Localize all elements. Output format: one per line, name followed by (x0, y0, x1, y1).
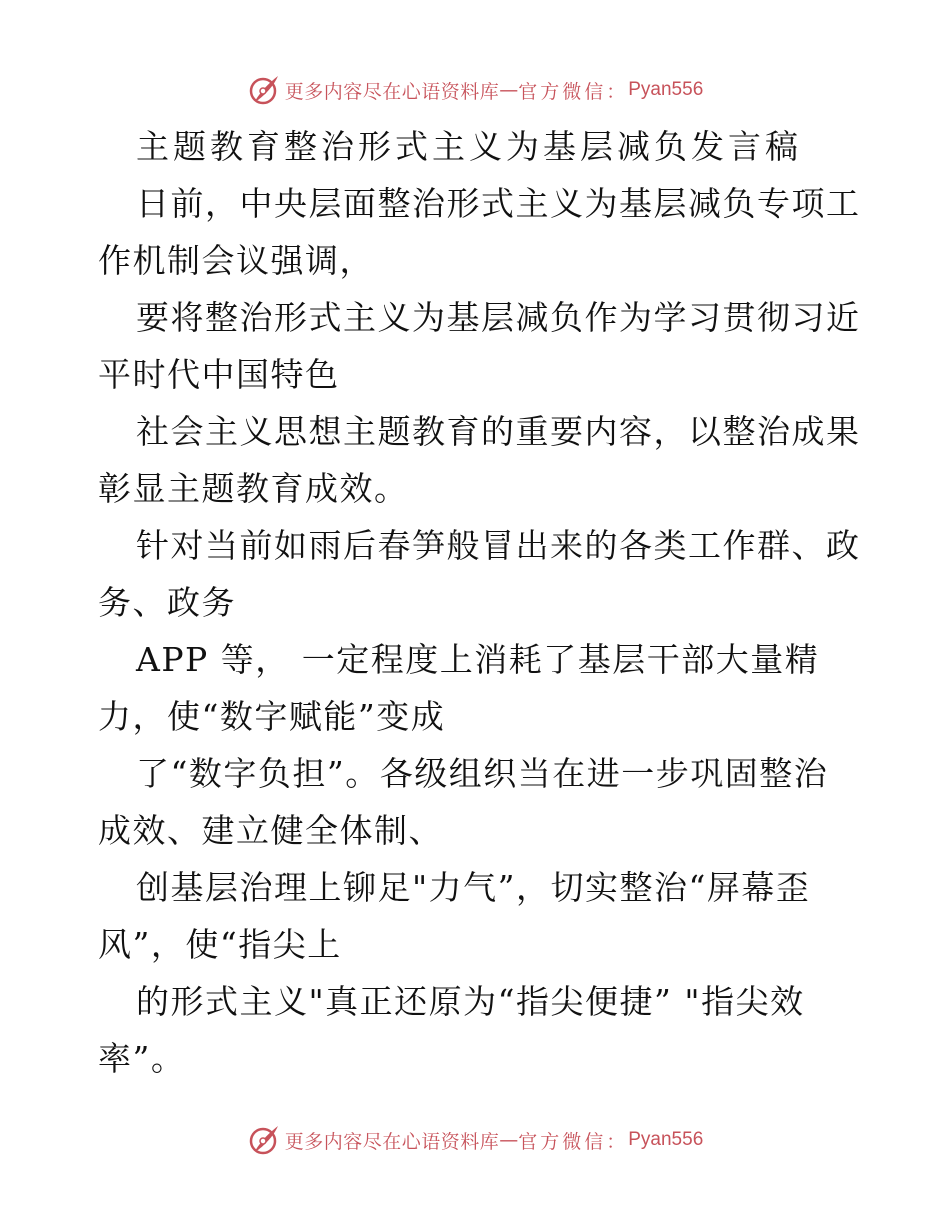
paragraph-line: 要将整治形式主义为基层减负作为学习贯彻习近 (136, 298, 861, 337)
document-title: 主题教育整治形式主义为基层减负发言稿 (136, 127, 802, 166)
paragraph-line: 成效、建立健全体制、 (98, 811, 443, 850)
paragraph-line: 率”。 (98, 1039, 186, 1078)
watermark-wechat-id: Pyan556 (628, 1129, 704, 1150)
footer-watermark (0, 1120, 950, 1160)
paragraph-line: 针对当前如雨后春笋般冒出来的各类工作群、政 (136, 526, 861, 565)
watermark-brand-text: 更多内容尽在心语资料库 (284, 80, 500, 103)
paragraph-line: 社会主义思想主题教育的重要内容，以整治成果 (136, 412, 861, 451)
paragraph-line: 作机制会议强调， (98, 241, 374, 280)
watermark-label: 官方微信： (518, 1130, 629, 1153)
paragraph-line: 力，使“数字赋能”变成 (98, 697, 446, 736)
paragraph-line: 创基层治理上铆足"力气”，切实整治“屏幕歪 (136, 868, 811, 907)
document-body (98, 118, 861, 1087)
watermark-separator: — (499, 1129, 519, 1151)
paragraph-line: 风”，使“指尖上 (98, 925, 342, 964)
paragraph-line: 彰显主题教育成效。 (98, 469, 409, 508)
paragraph-line: APP 等， 一定程度上消耗了基层干部大量精 (136, 640, 820, 679)
quill-logo-icon (247, 73, 281, 107)
paragraph-line: 了“数字负担”。各级组织当在进一步巩固整治 (136, 754, 829, 793)
watermark-brand-text: 更多内容尽在心语资料库 (284, 1130, 500, 1153)
paragraph-line: 平时代中国特色 (98, 355, 340, 394)
watermark-wechat-id: Pyan556 (628, 79, 704, 100)
watermark-separator: — (499, 79, 519, 101)
paragraph-line: 日前，中央层面整治形式主义为基层减负专项工 (136, 184, 861, 223)
paragraph-line: 务、政务 (98, 583, 236, 622)
header-watermark (0, 70, 950, 110)
quill-logo-icon (247, 1123, 281, 1157)
watermark-label: 官方微信： (518, 80, 629, 103)
paragraph-line: 的形式主义"真正还原为“指尖便捷” "指尖效 (136, 982, 805, 1021)
